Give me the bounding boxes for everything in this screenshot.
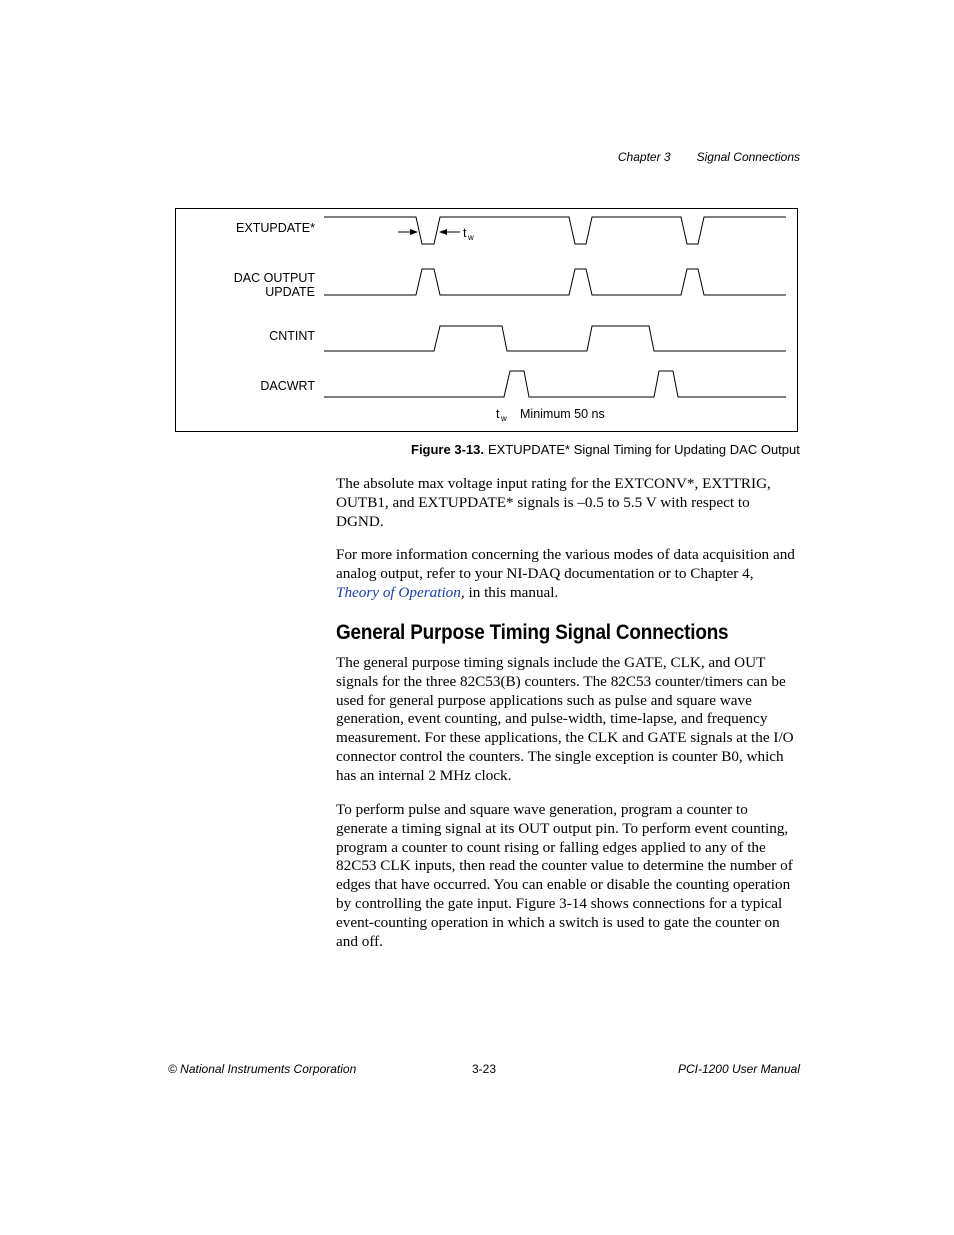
paragraph-more-info-text: For more information concerning the various modes of data acquisition and analog output, refer to your NI-DAQ documentation or to Chapter 4, [336, 546, 795, 582]
label-dac-output-line2: UPDATE [265, 285, 315, 299]
figure-caption [411, 442, 800, 457]
section-heading: General Purpose Timing Signal Connections [336, 621, 729, 644]
label-extupdate: EXTUPDATE* [236, 221, 315, 235]
paragraph-more-info-tail: , in this manual. [460, 583, 559, 601]
tw-label-subscript: w [468, 233, 474, 242]
paragraph-more-info [336, 546, 800, 602]
theory-of-operation-link[interactable]: Theory of Operation [336, 583, 461, 601]
footer-manual-title: PCI-1200 User Manual [677, 1062, 800, 1076]
dacwrt-waveform [324, 371, 786, 397]
paragraph-timing-signals: The general purpose timing signals include the GATE, CLK, and OUT signals for the three 82C53(B) counters. The 82C53 counter/timers can be used for general purpose applications such as pulse and square wave generation, event counting, and pulse-width, time-lapse, and frequency measurement. For these applications, the CLK and GATE signals at the I/O connector control the counters. The single exception is counter B0, which has an internal 2 MHz clock. [336, 654, 794, 784]
timing-diagram [175, 208, 798, 432]
tw-label-symbol: t [463, 226, 467, 240]
footer-copyright: © National Instruments Corporation [168, 1062, 357, 1076]
header-section: Signal Connections [696, 150, 800, 164]
timing-diagram-svg [176, 209, 799, 433]
tw-arrowhead-right [439, 229, 447, 235]
label-dacwrt: DACWRT [260, 379, 315, 393]
footer-page-number: 3-23 [472, 1062, 497, 1076]
figure-caption-text: EXTUPDATE* Signal Timing for Updating DAC Output [487, 442, 800, 457]
tw-note: Minimum 50 ns [520, 407, 605, 421]
paragraph-voltage-rating: The absolute max voltage input rating for the EXTCONV*, EXTTRIG, OUTB1, and EXTUPDATE* signals is –0.5 to 5.5 V with respect to DGND. [336, 475, 771, 530]
tw-arrowhead-left [410, 229, 418, 235]
dac-output-update-waveform [324, 269, 786, 295]
label-dac-output-line1: DAC OUTPUT [233, 271, 315, 285]
label-cntint: CNTINT [269, 329, 315, 343]
running-header [618, 150, 800, 164]
extupdate-waveform [324, 217, 786, 244]
header-chapter: Chapter 3 [617, 150, 671, 164]
cntint-waveform [324, 326, 786, 351]
tw-note-subscript: w [501, 414, 507, 423]
paragraph-pulse-generation: To perform pulse and square wave generation, program a counter to generate a timing signal at its OUT output pin. To perform event counting, program a counter to count rising or falling edges applied to any of the 82C53 CLK inputs, then read the counter value to determine the number of edges that have occurred. You can enable or disable the counting operation by controlling the gate input. Figure 3-14 shows connections for a typical event-counting operation in which a switch is used to gate the counter on and off. [336, 801, 793, 950]
tw-note-symbol: t [496, 407, 500, 421]
figure-number: Figure 3-13. [411, 442, 484, 457]
